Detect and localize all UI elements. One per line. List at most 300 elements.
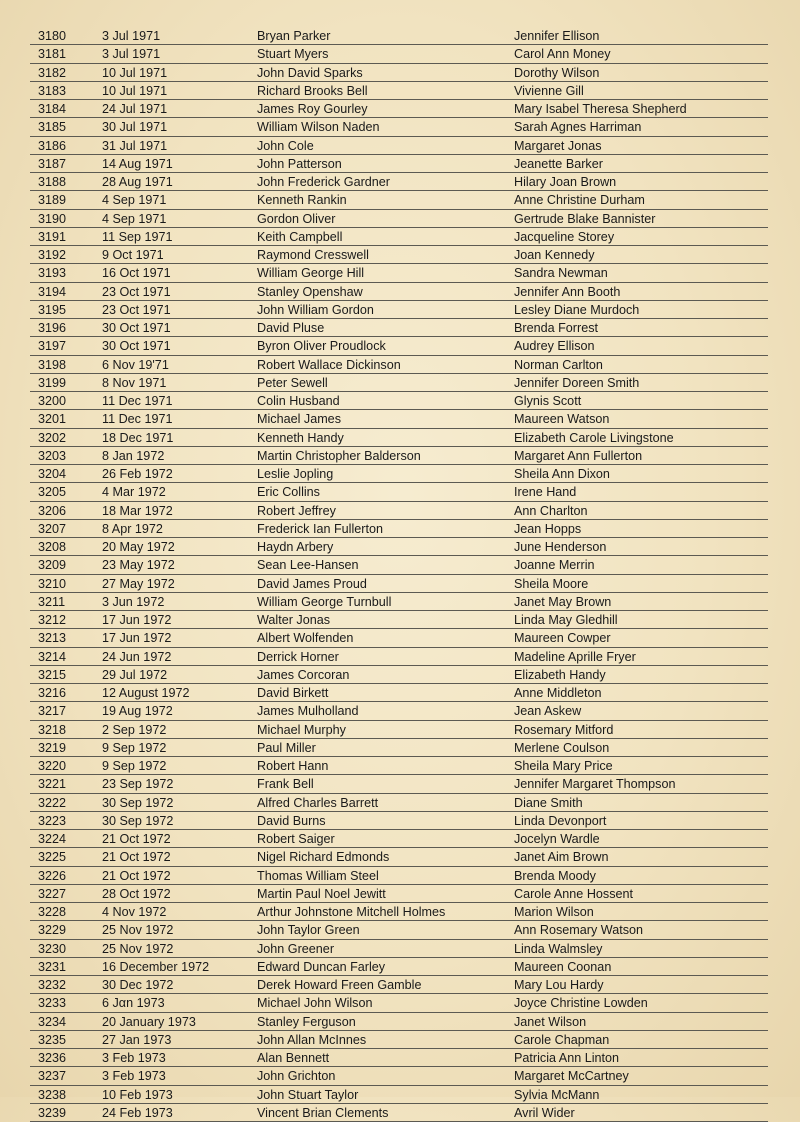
bride-name: Jennifer Doreen Smith: [514, 375, 640, 390]
groom-name: James Roy Gourley: [257, 102, 368, 116]
entry-number: 3227: [38, 886, 67, 901]
groom-name: John Taylor Green: [257, 923, 360, 938]
bride-name: Brenda Forrest: [514, 321, 598, 335]
table-row: [30, 45, 768, 63]
bride-name: Joanne Merrin: [514, 558, 595, 573]
groom-name: John Cole: [257, 138, 314, 153]
table-row: [30, 666, 768, 684]
table-row: [30, 976, 768, 994]
groom-name: Derek Howard Freen Gamble: [257, 978, 422, 992]
groom-name: William George Hill: [257, 266, 365, 281]
bride-name: Jean Hopps: [514, 521, 582, 536]
marriage-date: 30 Oct 1971: [102, 321, 171, 335]
marriage-date: 6 Nov 19'71: [102, 357, 169, 372]
table-row: [30, 173, 768, 191]
entry-number: 3213: [38, 631, 67, 646]
marriage-date: 24 Jul 1971: [102, 102, 168, 116]
bride-name: Jennifer Ann Booth: [514, 284, 621, 299]
table-row: [30, 739, 768, 757]
groom-name: Paul Miller: [257, 740, 316, 755]
table-row: [30, 702, 768, 720]
bride-name: Lesley Diane Murdoch: [514, 302, 640, 317]
table-row: [30, 191, 768, 209]
table-row: [30, 775, 768, 793]
table-row: [30, 648, 768, 666]
table-row: [30, 301, 768, 319]
table-row: [30, 264, 768, 282]
groom-name: John William Gordon: [257, 302, 374, 317]
marriage-date: 24 Feb 1973: [102, 1105, 173, 1120]
entry-number: 3236: [38, 1051, 67, 1065]
table-row: [30, 593, 768, 611]
bride-name: Sheila Moore: [514, 576, 589, 591]
entry-number: 3194: [38, 284, 67, 299]
table-row: [30, 1013, 768, 1031]
table-row: [30, 64, 768, 82]
marriage-date: 19 Aug 1972: [102, 704, 173, 719]
marriage-date: 2 Sep 1972: [102, 722, 167, 737]
table-row: [30, 885, 768, 903]
groom-name: Frederick Ian Fullerton: [257, 521, 383, 536]
bride-name: Gertrude Blake Bannister: [514, 211, 656, 226]
bride-name: Margaret Ann Fullerton: [514, 448, 643, 463]
entry-number: 3229: [38, 923, 67, 938]
table-row: [30, 958, 768, 976]
marriage-date: 28 Aug 1971: [102, 175, 173, 189]
table-row: [30, 502, 768, 520]
entry-number: 3237: [38, 1069, 67, 1084]
table-row: [30, 447, 768, 465]
groom-name: Nigel Richard Edmonds: [257, 850, 390, 865]
marriage-date: 10 Feb 1973: [102, 1087, 173, 1102]
groom-name: Robert Saiger: [257, 832, 335, 846]
entry-number: 3187: [38, 156, 67, 171]
groom-name: John Stuart Taylor: [257, 1087, 359, 1102]
entry-number: 3221: [38, 777, 67, 792]
groom-name: Derrick Horner: [257, 649, 339, 664]
entry-number: 3191: [38, 229, 67, 244]
entry-number: 3199: [38, 375, 67, 390]
bride-name: Jacqueline Storey: [514, 229, 615, 244]
entry-number: 3209: [38, 558, 67, 573]
groom-name: Stanley Openshaw: [257, 284, 363, 299]
marriage-date: 6 Jαn 1973: [102, 996, 165, 1011]
marriage-date: 23 Sep 1972: [102, 777, 174, 792]
bride-name: Sheila Ann Dixon: [514, 467, 610, 481]
bride-name: Sheila Mary Price: [514, 759, 613, 773]
groom-name: Thomas William Steel: [257, 868, 379, 883]
groom-name: David Pluse: [257, 321, 325, 335]
bride-name: Mary Lou Hardy: [514, 978, 604, 992]
bride-name: Mary Isabel Theresa Shepherd: [514, 102, 687, 116]
marriage-date: 16 Oct 1971: [102, 266, 171, 281]
marriage-date: 4 Sep 1971: [102, 211, 167, 226]
marriage-register-table: [30, 27, 768, 1122]
marriage-date: 30 Jul 1971: [102, 120, 168, 135]
marriage-date: 16 December 1972: [102, 959, 210, 974]
entry-number: 3235: [38, 1032, 67, 1047]
entry-number: 3232: [38, 978, 67, 992]
groom-name: Stanley Ferguson: [257, 1014, 356, 1029]
marriage-date: 9 Sep 1972: [102, 740, 167, 755]
bride-name: Maureen Cowper: [514, 631, 611, 646]
groom-name: Gordon Oliver: [257, 211, 336, 226]
marriage-date: 8 Apr 1972: [102, 521, 163, 536]
marriage-date: 9 Oct 1971: [102, 248, 164, 262]
marriage-date: 11 Dec 1971: [102, 412, 173, 427]
table-row: [30, 155, 768, 173]
entry-number: 3211: [38, 594, 66, 609]
marriage-date: 30 Sep 1972: [102, 795, 174, 810]
table-row: [30, 374, 768, 392]
bride-name: Carole Anne Hossent: [514, 886, 634, 901]
table-row: [30, 538, 768, 556]
marriage-date: 18 Mar 1972: [102, 503, 173, 518]
table-row: [30, 246, 768, 264]
bride-name: Joan Kennedy: [514, 248, 595, 262]
entry-number: 3196: [38, 321, 67, 335]
marriage-date: 27 May 1972: [102, 576, 175, 591]
table-row: [30, 283, 768, 301]
marriage-date: 21 Oct 1972: [102, 832, 171, 846]
bride-name: Hilary Joan Brown: [514, 175, 617, 189]
table-row: [30, 757, 768, 775]
entry-number: 3200: [38, 394, 67, 408]
table-row: [30, 556, 768, 574]
groom-name: Michael Murphy: [257, 722, 346, 737]
groom-name: Edward Duncan Farley: [257, 959, 386, 974]
entry-number: 3214: [38, 649, 67, 664]
entry-number: 3218: [38, 722, 67, 737]
bride-name: Maureen Watson: [514, 412, 610, 427]
entry-number: 3184: [38, 102, 67, 116]
marriage-date: 21 Oct 1972: [102, 868, 171, 883]
bride-name: Linda Devonport: [514, 813, 607, 828]
table-row: [30, 100, 768, 118]
bride-name: Irene Hand: [514, 485, 577, 500]
groom-name: Peter Sewell: [257, 375, 328, 390]
entry-number: 3234: [38, 1014, 67, 1029]
marriage-date: 28 Oct 1972: [102, 886, 171, 901]
table-row: [30, 1031, 768, 1049]
table-row: [30, 465, 768, 483]
bride-name: Sarah Agnes Harriman: [514, 120, 642, 135]
groom-name: Kenneth Rankin: [257, 193, 347, 208]
entry-number: 3189: [38, 193, 67, 208]
entry-number: 3215: [38, 667, 67, 682]
groom-name: Martin Paul Noel Jewitt: [257, 886, 386, 901]
marriage-date: 14 Aug 1971: [102, 156, 173, 171]
entry-number: 3223: [38, 813, 67, 828]
bride-name: Vivienne Gill: [514, 83, 584, 98]
groom-name: Albert Wolfenden: [257, 631, 354, 646]
marriage-date: 9 Sep 1972: [102, 759, 167, 773]
marriage-date: 12 August 1972: [102, 686, 190, 700]
marriage-date: 30 Sep 1972: [102, 813, 174, 828]
table-row: [30, 1086, 768, 1104]
bride-name: Audrey Ellison: [514, 339, 595, 354]
entry-number: 3238: [38, 1087, 67, 1102]
marriage-date: 17 Jun 1972: [102, 631, 172, 646]
table-row: [30, 812, 768, 830]
groom-name: James Mulholland: [257, 704, 359, 719]
table-row: [30, 867, 768, 885]
entry-number: 3193: [38, 266, 67, 281]
marriage-date: 10 Jul 1971: [102, 65, 168, 80]
marriage-date: 11 Dec 1971: [102, 394, 173, 408]
bride-name: Anne Christine Durham: [514, 193, 645, 208]
entry-number: 3203: [38, 448, 67, 463]
bride-name: Elizabeth Carole Livingstone: [514, 430, 674, 445]
groom-name: David James Proud: [257, 576, 367, 591]
groom-name: Kenneth Handy: [257, 430, 344, 445]
marriage-date: 29 Jul 1972: [102, 667, 168, 682]
groom-name: Stuart Myers: [257, 47, 329, 62]
groom-name: William Wilson Naden: [257, 120, 380, 135]
entry-number: 3197: [38, 339, 67, 354]
entry-number: 3204: [38, 467, 67, 481]
entry-number: 3207: [38, 521, 67, 536]
table-row: [30, 82, 768, 100]
groom-name: Arthur Johnstone Mitchell Holmes: [257, 905, 446, 919]
groom-name: Haydn Arbery: [257, 540, 334, 554]
table-row: [30, 611, 768, 629]
entry-number: 3239: [38, 1105, 67, 1120]
marriage-date: 23 May 1972: [102, 558, 175, 573]
entry-number: 3217: [38, 704, 67, 719]
table-row: [30, 228, 768, 246]
entry-number: 3220: [38, 759, 67, 773]
table-row: [30, 684, 768, 702]
groom-name: Alan Bennett: [257, 1051, 330, 1065]
marriage-date: 8 Nov 1971: [102, 375, 167, 390]
table-row: [30, 721, 768, 739]
entry-number: 3201: [38, 412, 67, 427]
groom-name: Michael John Wilson: [257, 996, 373, 1011]
bride-name: Joyce Christine Lowden: [514, 996, 648, 1011]
marriage-date: 24 Jun 1972: [102, 649, 172, 664]
marriage-date: 4 Nov 1972: [102, 905, 167, 919]
bride-name: Sandra Newman: [514, 266, 608, 281]
groom-name: Bryan Parker: [257, 29, 331, 43]
marriage-date: 8 Jan 1972: [102, 448, 165, 463]
bride-name: Avril Wider: [514, 1105, 575, 1120]
table-row: [30, 794, 768, 812]
groom-name: Robert Jeffrey: [257, 503, 336, 518]
groom-name: Michael James: [257, 412, 341, 427]
table-row: [30, 410, 768, 428]
table-row: [30, 137, 768, 155]
entry-number: 3205: [38, 485, 67, 500]
entry-number: 3212: [38, 613, 67, 627]
entry-number: 3222: [38, 795, 67, 810]
bride-name: Ann Charlton: [514, 503, 588, 518]
groom-name: Martin Christopher Balderson: [257, 448, 421, 463]
bride-name: Dorothy Wilson: [514, 65, 600, 80]
bride-name: Norman Carlton: [514, 357, 603, 372]
entry-number: 3210: [38, 576, 67, 591]
marriage-date: 11 Sep 1971: [102, 229, 173, 244]
bride-name: Margaret Jonas: [514, 138, 602, 153]
marriage-date: 10 Jul 1971: [102, 83, 168, 98]
entry-number: 3226: [38, 868, 67, 883]
groom-name: John Grichton: [257, 1069, 336, 1084]
marriage-date: 23 Oct 1971: [102, 284, 171, 299]
groom-name: Eric Collins: [257, 485, 320, 500]
table-row: [30, 27, 768, 45]
table-row: [30, 994, 768, 1012]
bride-name: Jennifer Margaret Thompson: [514, 777, 676, 792]
marriage-date: 26 Feb 1972: [102, 467, 173, 481]
bride-name: Maureen Coonan: [514, 959, 612, 974]
marriage-date: 3 Feb 1973: [102, 1069, 166, 1084]
entry-number: 3190: [38, 211, 67, 226]
bride-name: Carol Ann Money: [514, 47, 611, 62]
bride-name: Janet Aim Brown: [514, 850, 609, 865]
table-row: [30, 1067, 768, 1085]
table-row: [30, 1049, 768, 1067]
table-row: [30, 483, 768, 501]
marriage-date: 21 Oct 1972: [102, 850, 171, 865]
marriage-date: 3 Feb 1973: [102, 1051, 166, 1065]
table-row: [30, 575, 768, 593]
entry-number: 3206: [38, 503, 67, 518]
groom-name: James Corcoran: [257, 667, 350, 682]
bride-name: Rosemary Mitford: [514, 722, 614, 737]
table-row: [30, 118, 768, 136]
bride-name: Linda May Gledhill: [514, 613, 618, 627]
bride-name: Diane Smith: [514, 795, 583, 810]
table-row: [30, 903, 768, 921]
marriage-date: 30 Oct 1971: [102, 339, 171, 354]
bride-name: Margaret McCartney: [514, 1069, 629, 1084]
table-row: [30, 921, 768, 939]
marriage-date: 31 Jul 1971: [102, 138, 168, 153]
table-row: [30, 356, 768, 374]
bride-name: Jennifer Ellison: [514, 29, 600, 43]
marriage-date: 25 Nov 1972: [102, 923, 174, 938]
bride-name: Janet Wilson: [514, 1014, 587, 1029]
table-row: [30, 848, 768, 866]
groom-name: Sean Lee-Hansen: [257, 558, 359, 573]
groom-name: John David Sparks: [257, 65, 363, 80]
entry-number: 3198: [38, 357, 67, 372]
groom-name: Raymond Cresswell: [257, 248, 369, 262]
table-row: [30, 210, 768, 228]
table-row: [30, 1104, 768, 1122]
bride-name: Jocelyn Wardle: [514, 832, 600, 846]
groom-name: William George Turnbull: [257, 594, 392, 609]
bride-name: Patricia Ann Linton: [514, 1051, 620, 1065]
groom-name: Robert Hann: [257, 759, 329, 773]
bride-name: Jean Askew: [514, 704, 582, 719]
groom-name: David Burns: [257, 813, 326, 828]
groom-name: John Greener: [257, 941, 335, 956]
entry-number: 3182: [38, 65, 67, 80]
groom-name: Keith Campbell: [257, 229, 343, 244]
marriage-date: 20 May 1972: [102, 540, 175, 554]
entry-number: 3216: [38, 686, 67, 700]
bride-name: Carole Chapman: [514, 1032, 610, 1047]
table-row: [30, 429, 768, 447]
entry-number: 3195: [38, 302, 67, 317]
groom-name: John Allan McInnes: [257, 1032, 367, 1047]
groom-name: Colin Husband: [257, 394, 340, 408]
groom-name: Robert Wallace Dickinson: [257, 357, 401, 372]
bride-name: June Henderson: [514, 540, 607, 554]
table-row: [30, 520, 768, 538]
groom-name: Walter Jonas: [257, 613, 331, 627]
bride-name: Merlene Coulson: [514, 740, 610, 755]
marriage-date: 20 January 1973: [102, 1014, 196, 1029]
groom-name: David Birkett: [257, 686, 329, 700]
marriage-date: 25 Nov 1972: [102, 941, 174, 956]
bride-name: Brenda Moody: [514, 868, 596, 883]
groom-name: Frank Bell: [257, 777, 314, 792]
entry-number: 3231: [38, 959, 67, 974]
entry-number: 3202: [38, 430, 67, 445]
marriage-date: 3 Jul 1971: [102, 47, 161, 62]
bride-name: Madeline Aprille Fryer: [514, 649, 636, 664]
marriage-date: 17 Jun 1972: [102, 613, 172, 627]
table-row: [30, 940, 768, 958]
entry-number: 3186: [38, 138, 67, 153]
marriage-date: 3 Jun 1972: [102, 594, 165, 609]
groom-name: Byron Oliver Proudlock: [257, 339, 386, 354]
marriage-date: 30 Dec 1972: [102, 978, 174, 992]
marriage-date: 18 Dec 1971: [102, 430, 174, 445]
marriage-date: 3 Jul 1971: [102, 29, 161, 43]
table-row: [30, 392, 768, 410]
bride-name: Linda Walmsley: [514, 941, 603, 956]
entry-number: 3185: [38, 120, 67, 135]
bride-name: Elizabeth Handy: [514, 667, 606, 682]
table-row: [30, 319, 768, 337]
entry-number: 3181: [38, 47, 67, 62]
bride-name: Ann Rosemary Watson: [514, 923, 644, 938]
entry-number: 3192: [38, 248, 67, 262]
bride-name: Jeanette Barker: [514, 156, 603, 171]
entry-number: 3225: [38, 850, 67, 865]
marriage-date: 4 Mar 1972: [102, 485, 166, 500]
entry-number: 3183: [38, 83, 67, 98]
entry-number: 3233: [38, 996, 67, 1011]
bride-name: Janet May Brown: [514, 594, 612, 609]
table-row: [30, 830, 768, 848]
groom-name: John Patterson: [257, 156, 342, 171]
entry-number: 3224: [38, 832, 67, 846]
entry-number: 3208: [38, 540, 67, 554]
groom-name: Alfred Charles Barrett: [257, 795, 379, 810]
groom-name: Richard Brooks Bell: [257, 83, 368, 98]
marriage-date: 4 Sep 1971: [102, 193, 167, 208]
table-row: [30, 337, 768, 355]
entry-number: 3228: [38, 905, 67, 919]
entry-number: 3188: [38, 175, 67, 189]
bride-name: Sylvia McMann: [514, 1087, 600, 1102]
entry-number: 3219: [38, 740, 67, 755]
bride-name: Anne Middleton: [514, 686, 602, 700]
entry-number: 3180: [38, 29, 67, 43]
groom-name: Leslie Jopling: [257, 467, 334, 481]
bride-name: Marion Wilson: [514, 905, 594, 919]
groom-name: Vincent Brian Clements: [257, 1105, 389, 1120]
entry-number: 3230: [38, 941, 67, 956]
bride-name: Glynis Scott: [514, 394, 582, 408]
groom-name: John Frederick Gardner: [257, 175, 390, 189]
table-row: [30, 629, 768, 647]
marriage-date: 23 Oct 1971: [102, 302, 171, 317]
